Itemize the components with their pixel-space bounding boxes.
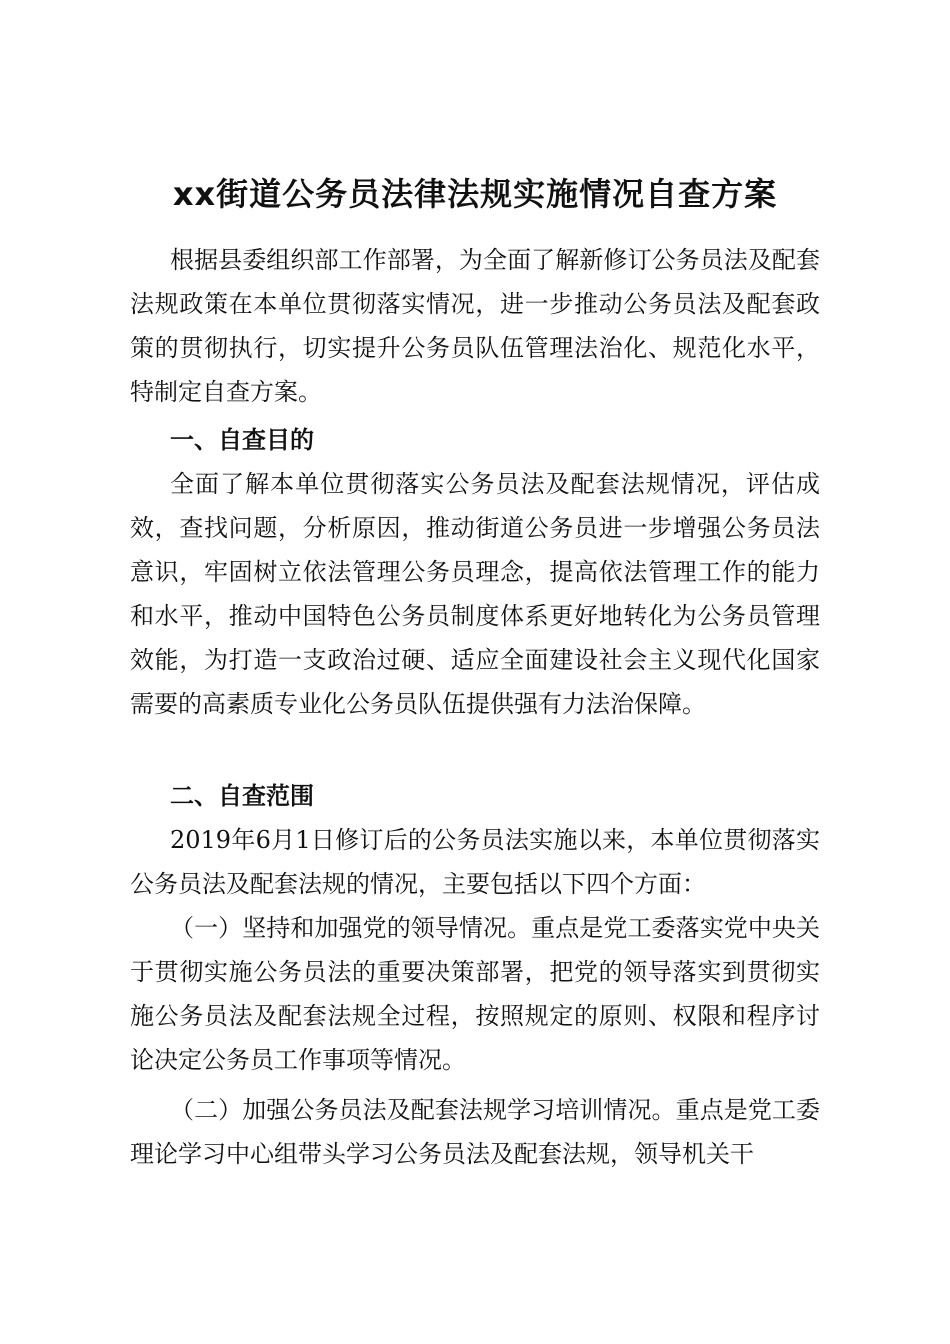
purpose-paragraph: 全面了解本单位贯彻落实公务员法及配套法规情况，评估成效，查找问题，分析原因，推动街道公务员进一步增强公务员法意识，牢固树立依法管理公务员理念，提高依法管理工作的能力和水平，推动中国特色公务员制度体系更好地转化为公务员管理效能，为打造一支政治过硬、适应全面建设社会主义现代化国家需要的高素质专业化公务员队伍提供强有力法治保障。 xyxy=(130,470,820,718)
intro-paragraph: 根据县委组织部工作部署，为全面了解新修订公务员法及配套法规政策在本单位贯彻落实情况，进一步推动公务员法及配套政策的贯彻执行，切实提升公务员队伍管理法治化、规范化水平，特制定自查方案。 xyxy=(130,246,820,406)
scope-item-2: （二）加强公务员法及配套法规学习培训情况。重点是党工委理论学习中心组带头学习公务员法及配套法规，领导机关干 xyxy=(130,1096,820,1168)
scope-item-1: （一）坚持和加强党的领导情况。重点是党工委落实党中央关于贯彻实施公务员法的重要决策部署，把党的领导落实到贯彻实施公务员法及配套法规全过程，按照规定的原则、权限和程序讨论决定公务员工作事项等情况。 xyxy=(130,914,820,1074)
scope-paragraph: 2019年6月1日修订后的公务员法实施以来，本单位贯彻落实公务员法及配套法规的情况，主要包括以下四个方面： xyxy=(130,826,820,898)
section-heading-purpose: 一、自查目的 xyxy=(170,426,314,454)
document-title: xx街道公务员法律法规实施情况自查方案 xyxy=(172,175,778,213)
section-heading-scope: 二、自查范围 xyxy=(170,782,314,810)
